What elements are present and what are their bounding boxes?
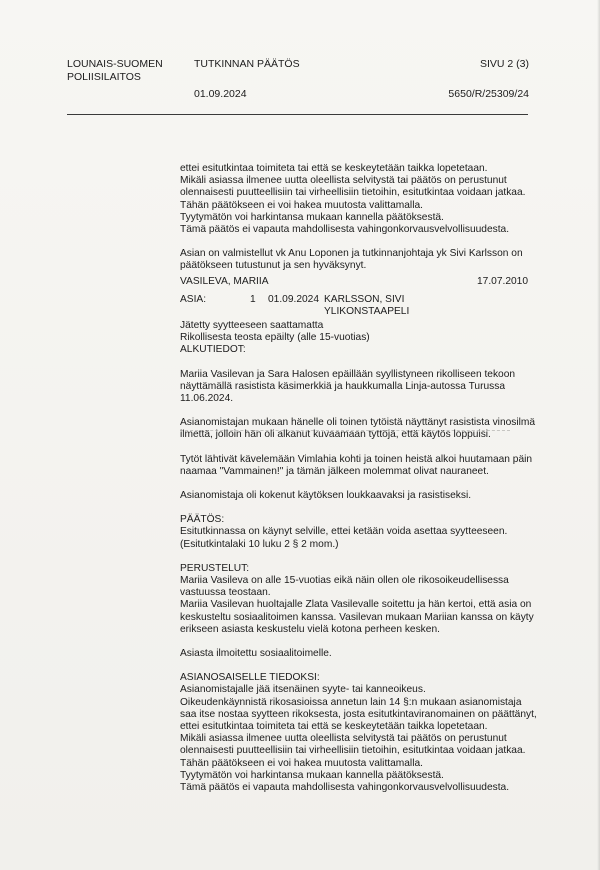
text-line: Tähän päätökseen ei voi hakea muutosta valittamalla.: [180, 199, 423, 211]
organization-line-2: POLIISILAITOS: [67, 71, 141, 83]
section-heading-grounds: PERUSTELUT:: [180, 562, 250, 574]
text-line: naamaa "Vammainen!" ja tämän jälkeen molemmat olivat nauraneet.: [180, 465, 489, 477]
text-line: olennaisesti puutteellisiin tai virheellisiin tietoihin, esitutkintaa voidaan jatkaa.: [180, 187, 526, 199]
section-heading-notice: ASIANOSAISELLE TIEDOKSI:: [180, 672, 320, 684]
person-birth-date: 17.07.2010: [477, 276, 528, 287]
text-line: ilmettä, jolloin hän oli alkanut kuvaamaan tyttöjä, että käytös loppuisi.: [180, 429, 491, 441]
officer-title: YLIKONSTAAPELI: [324, 306, 410, 318]
header-divider: [67, 114, 528, 115]
text-line: Asianomistajan mukaan hänelle oli toinen tytöistä näyttänyt rasistista vinosilmä: [180, 417, 536, 429]
officer-name: KARLSSON, SIVI: [324, 294, 405, 305]
text-line: ettei esitutkintaa toimiteta tai että se keskeytetään taikka lopetetaan.: [180, 721, 488, 733]
text-line: Tyytymätön voi harkintansa mukaan kannella päätöksestä.: [180, 769, 444, 781]
text-line: 11.06.2024.: [180, 393, 234, 405]
document-date: 01.09.2024: [194, 88, 247, 100]
text-line: Tämä päätös ei vapauta mahdollisesta vahingonkorvausvelvollisuudesta.: [180, 782, 510, 794]
page-number: SIVU 2 (3): [479, 58, 529, 70]
text-line: keskusteltu sosiaalitoimen kanssa. Vasilevan mukaan Mariian kanssa on käyty: [180, 611, 534, 623]
text-line: Asianomistajalle jää itsenäinen syyte- tai kanneoikeus.: [180, 684, 426, 696]
text-line: Mariia Vasilevan huoltajalle Zlata Vasilevalle soitettu ja hän kertoi, että asia on: [180, 599, 532, 611]
text-line: Tähän päätökseen ei voi hakea muutosta valittamalla.: [180, 757, 423, 769]
text-line: Mariia Vasileva on alle 15-vuotias eikä näin ollen ole rikosoikeudellisessa: [180, 575, 509, 587]
document-type: TUTKINNAN PÄÄTÖS: [194, 58, 300, 70]
text-line: Asianomistaja oli kokenut käytöksen loukkaavaksi ja rasistiseksi.: [180, 490, 472, 502]
status-line: Rikollisesta teosta epäilty (alle 15-vuotias): [180, 332, 370, 344]
matter-officer: [324, 294, 409, 318]
text-line: näyttämällä rasistista käsimerkkiä ja haukkumalla Linja-autossa Turussa: [180, 380, 506, 392]
text-line: Asiasta ilmoitettu sosiaalitoimelle.: [180, 648, 332, 660]
text-line: saa itse nostaa syytteen rikoksesta, josta esitutkintaviranomainen on päättänyt,: [180, 708, 537, 720]
text-line: päätökseen tutustunut ja sen hyväksynyt.: [180, 260, 367, 272]
text-line: Tyytymätön voi harkintansa mukaan kannella päätöksestä.: [180, 211, 444, 223]
organization-name: [67, 58, 163, 84]
text-line: ettei esitutkintaa toimiteta tai että se keskeytetään taikka lopetetaan.: [180, 163, 488, 174]
text-line: Tämä päätös ei vapauta mahdollisesta vahingonkorvausvelvollisuudesta.: [180, 224, 510, 236]
case-number: 5650/R/25309/24: [448, 88, 529, 100]
scan-artifact-line: [180, 430, 510, 431]
matter-number: 1: [250, 294, 256, 305]
matter-label: ASIA:: [180, 294, 207, 305]
text-line: Mariia Vasilevan ja Sara Halosen epäillään syyllistyneen rikolliseen tekoon: [180, 368, 516, 380]
text-line: erikseen asiasta keskustelu vielä kotona perheen kesken.: [180, 623, 440, 635]
text-line: Tytöt lähtivät kävelemään Vimlahia kohti ja toinen heistä alkoi huutamaan päin: [180, 453, 533, 465]
text-line: Asian on valmistellut vk Anu Loponen ja tutkinnanjohtaja yk Sivi Karlsson on: [180, 248, 523, 260]
section-heading-decision: PÄÄTÖS:: [180, 514, 225, 526]
text-line: Oikeudenkäynnistä rikosasioissa annetun lain 14 §:n mukaan asianomistaja: [180, 696, 522, 708]
text-line: Mikäli asiassa ilmenee uutta oleellista selvitystä tai päätös on perustunut: [180, 733, 507, 745]
organization-line-1: LOUNAIS-SUOMEN: [67, 58, 163, 70]
text-line: olennaisesti puutteellisiin tai virheellisiin tietoihin, esitutkintaa voidaan jatkaa.: [180, 745, 526, 757]
decision-body: [180, 320, 540, 794]
text-line: Mikäli asiassa ilmenee uutta oleellista selvitystä tai päätös on perustunut: [180, 175, 507, 187]
person-name: VASILEVA, MARIIA: [180, 276, 269, 287]
text-line: vastuussa teostaan.: [180, 587, 271, 599]
matter-date: 01.09.2024: [268, 294, 319, 305]
section-heading-background: ALKUTIEDOT:: [180, 344, 246, 356]
text-line: Esitutkinnassa on käynyt selville, ettei ketään voida asettaa syytteeseen.: [180, 526, 508, 538]
text-line: (Esitutkintalaki 10 luku 2 § 2 mom.): [180, 538, 339, 550]
status-line: Jätetty syytteeseen saattamatta: [180, 320, 324, 331]
top-continued-block: [180, 163, 540, 273]
